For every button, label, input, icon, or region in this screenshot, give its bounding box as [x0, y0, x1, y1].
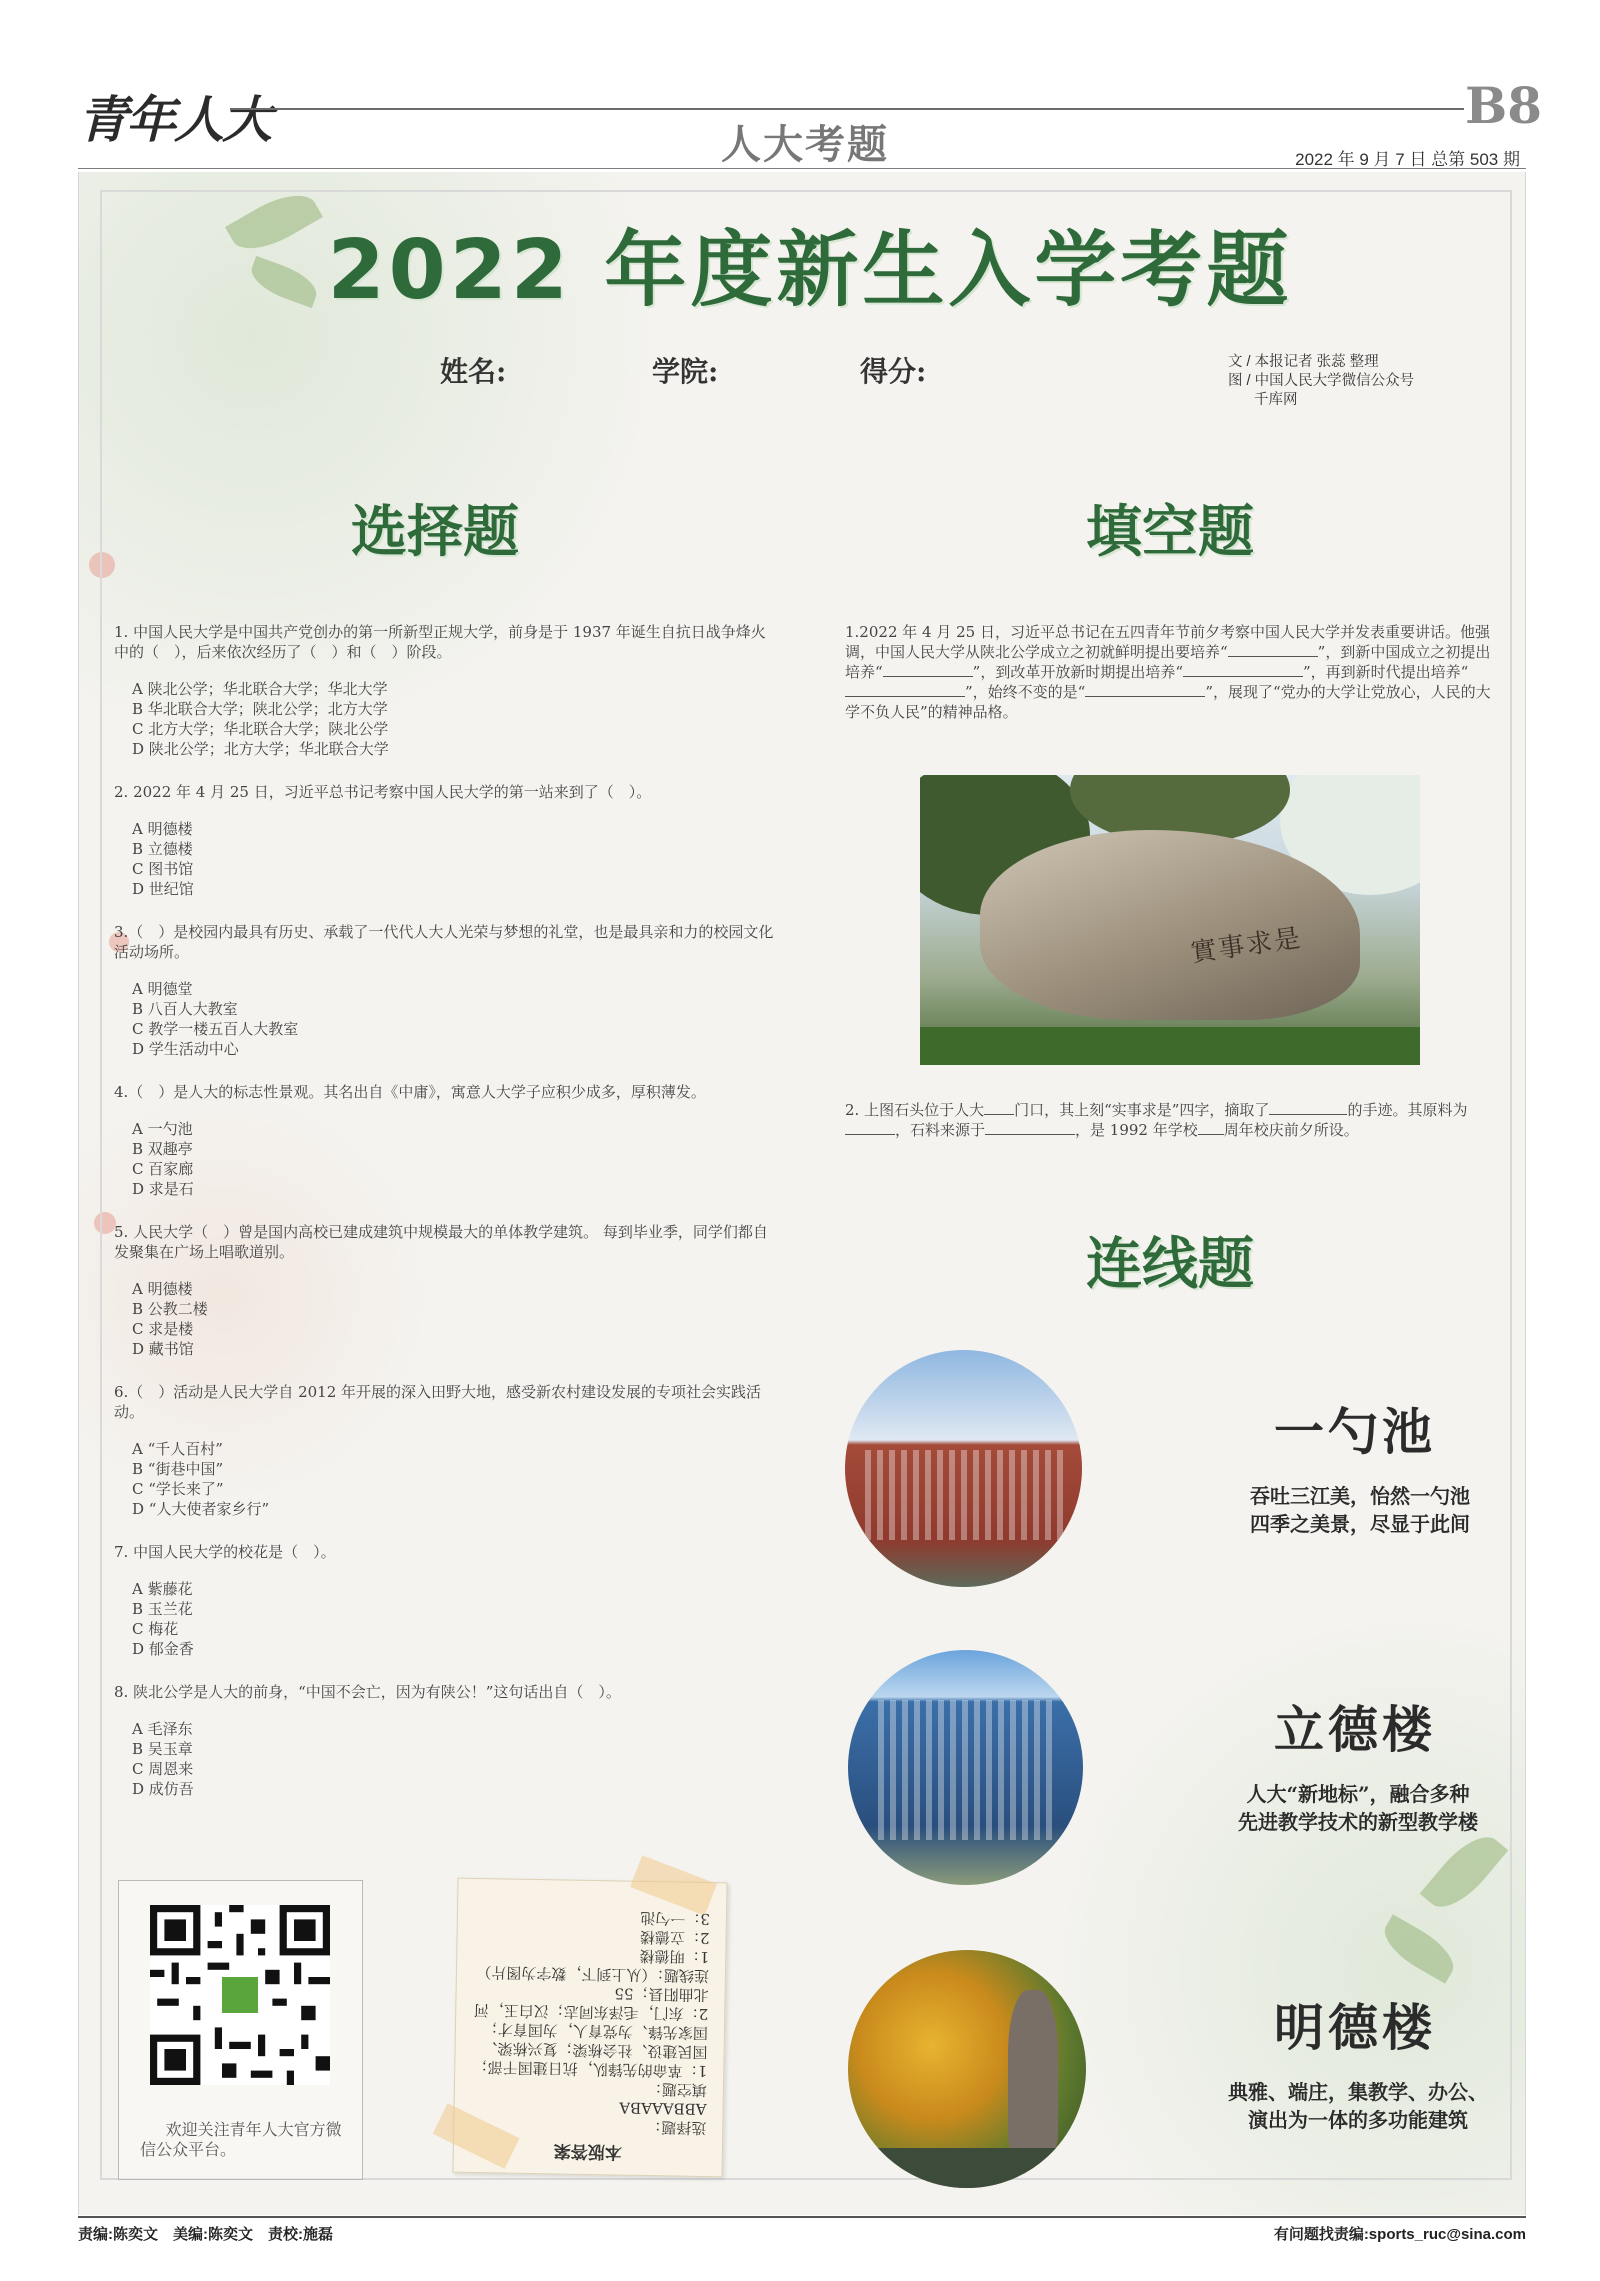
question-stem: 1. 中国人民大学是中国共产党创办的第一所新型正规大学，前身是于 1937 年诞生自抗日战争烽火中的（ ），后来依次经历了（ ）和（ ）阶段。	[114, 623, 766, 661]
option: C 教学一楼五百人大教室	[132, 1020, 299, 1038]
option: D 学生活动中心	[132, 1040, 239, 1058]
question-stem: 2. 2022 年 4 月 25 日，习近平总书记考察中国人民大学的第一站来到了（ ）。	[114, 783, 652, 801]
answer-blank[interactable]	[1183, 663, 1303, 677]
name-field-label: 姓名:	[440, 355, 507, 388]
option: D “人大使者家乡行”	[132, 1500, 270, 1518]
credits	[1228, 353, 1414, 410]
option: A 毛泽东	[132, 1720, 193, 1738]
spot-desc-1	[1210, 1482, 1510, 1538]
question-stem: 6.（ ）活动是人民大学自 2012 年开展的深入田野大地，感受新农村建设发展的专项社会实践活动。	[114, 1383, 762, 1421]
credit-line: 图 / 中国人民大学微信公众号	[1228, 373, 1415, 389]
option: A 明德楼	[132, 1280, 193, 1298]
answer-line: 2：立德楼	[639, 1927, 710, 1948]
option: B 立德楼	[132, 840, 193, 858]
spot-desc-line: 四季之美景，尽显于此间	[1250, 1512, 1470, 1536]
header-divider	[78, 168, 1526, 169]
option: D 成仿吾	[132, 1780, 194, 1798]
answer-blank[interactable]	[985, 1121, 1075, 1135]
choice-question-7	[114, 1542, 774, 1659]
option: D 世纪馆	[132, 880, 194, 898]
option: D 藏书馆	[132, 1340, 194, 1358]
fill-text: 2. 上图石头位于人大	[845, 1101, 985, 1119]
option: B 吴玉章	[132, 1740, 193, 1758]
choice-question-1	[114, 622, 774, 759]
spot-desc-line: 人大“新地标”，融合多种	[1246, 1782, 1470, 1806]
qr-code-icon[interactable]	[150, 1905, 330, 2085]
issue-date: 2022 年 9 月 7 日 总第 503 期	[1295, 150, 1520, 169]
option: D 陕北公学；北方大学；华北联合大学	[132, 740, 389, 758]
option: A 明德堂	[132, 980, 193, 998]
college-field-label: 学院:	[652, 355, 719, 388]
option: A 紫藤花	[132, 1580, 193, 1598]
answer-line: 国家先锋、为党育人，为国育才；	[482, 2020, 709, 2043]
score-field-label: 得分:	[860, 355, 927, 388]
option: B 八百人大教室	[132, 1000, 238, 1018]
fill-text: ，是 1992 年学校	[1075, 1121, 1198, 1139]
campus-photo-2	[848, 1650, 1083, 1885]
campus-photo-1	[845, 1350, 1082, 1587]
option: B 公教二楼	[132, 1300, 208, 1318]
answer-line: 1：明德楼	[639, 1946, 710, 1967]
newspaper-logo: 青年人大	[78, 90, 270, 149]
answer-line: 北曲阳县；55	[614, 1984, 709, 2005]
spot-desc-line: 演出为一体的多功能建筑	[1248, 2108, 1468, 2132]
footer-contact: 有问题找责编:sports_ruc@sina.com	[1273, 2226, 1526, 2243]
option: A 陕北公学；华北联合大学；华北大学	[132, 680, 388, 698]
rock-engraving: 實事求是	[1188, 923, 1304, 969]
option: D 郁金香	[132, 1640, 194, 1658]
option: C 周恩来	[132, 1760, 194, 1778]
answer-blank[interactable]	[1269, 1101, 1347, 1115]
choice-question-8	[114, 1682, 774, 1799]
fill-text: ”，到新中国成立之初提出培养“	[845, 643, 1491, 681]
spot-desc-line: 典雅、端庄，集教学、办公、	[1228, 2080, 1488, 2104]
shishiqiushi-rock-photo	[920, 775, 1420, 1065]
fill-text: ”，始终不变的是“	[965, 683, 1086, 701]
answer-line: 2：东门，毛泽东同志；汉白玉，河	[473, 2000, 709, 2024]
option: C 求是楼	[132, 1320, 194, 1338]
fill-text: 周年校庆前夕所设。	[1223, 1121, 1359, 1139]
option: B 双趣亭	[132, 1140, 193, 1158]
choice-question-2	[114, 782, 774, 899]
qr-caption: 欢迎关注青年人大官方微信公众平台。	[140, 2120, 342, 2159]
heading-fill: 填空题	[1086, 500, 1254, 565]
credit-line: 文 / 本报记者 张蕊 整理	[1228, 354, 1379, 370]
fill-text: 门口，其上刻“实事求是”四字，摘取了	[1014, 1101, 1270, 1119]
heading-choice: 选择题	[351, 500, 519, 565]
spot-name-2: 立德楼	[1274, 1700, 1436, 1759]
spot-desc-2	[1198, 1780, 1518, 1836]
answer-blank[interactable]	[1228, 643, 1318, 657]
fill-text: 1.2022 年 4 月 25 日，习近平总书记在五四青年节前夕考察中国人民大学并发表重要讲话。他强调，中国人民大学从陕北公学成立之初就鲜明提出要培养“	[845, 623, 1490, 661]
fill-text: ，石料来源于	[895, 1121, 986, 1139]
answer-blank[interactable]	[845, 683, 965, 697]
option: B “街巷中国”	[132, 1460, 224, 1478]
option: C 百家廊	[132, 1160, 194, 1178]
answer-line: 填空题：	[646, 2080, 708, 2100]
answer-title: 本版答案	[553, 2140, 623, 2162]
footer-rule	[78, 2216, 1526, 2218]
choice-question-5	[114, 1222, 774, 1359]
masthead-rule	[230, 108, 1464, 110]
option: C 梅花	[132, 1620, 179, 1638]
option: D 求是石	[132, 1180, 194, 1198]
fill-text: ”，再到新时代提出培养“	[1303, 663, 1469, 681]
fill-text: ”，展现了“党办的大学让党放心，人民的大学不负人民”的精神品格。	[845, 683, 1491, 721]
spot-name-1: 一勺池	[1274, 1402, 1436, 1461]
answer-card	[452, 1878, 727, 2178]
fill-question-1	[845, 622, 1505, 722]
heading-match: 连线题	[1086, 1232, 1254, 1297]
answer-line: 1：革命的先锋队，抗日建国干部；	[472, 2057, 708, 2081]
choice-question-4	[114, 1082, 774, 1199]
choice-question-3	[114, 922, 774, 1059]
answer-line: 国民建设、社会栋梁；复兴栋梁、	[482, 2039, 708, 2062]
answer-blank[interactable]	[845, 1121, 895, 1135]
fill-text: ”，到改革开放新时期提出培养“	[972, 663, 1184, 681]
answer-line: 3：一勺池	[640, 1908, 711, 1929]
exam-title: 2022 年度新生入学考题	[327, 223, 1293, 318]
spot-desc-line: 先进教学技术的新型教学楼	[1238, 1810, 1478, 1834]
option: A “千人百村”	[132, 1440, 223, 1458]
answer-line: 选择题：	[646, 2117, 707, 2138]
campus-photo-3	[848, 1950, 1086, 2188]
footer-editors: 责编:陈奕文 美编:陈奕文 责校:施磊	[78, 2226, 333, 2243]
question-stem: 5. 人民大学（ ）曾是国内高校已建成建筑中规模最大的单体教学建筑。 每到毕业季，同学们都自发聚集在广场上唱歌道别。	[114, 1223, 768, 1261]
question-stem: 7. 中国人民大学的校花是（ ）。	[114, 1543, 336, 1561]
spot-name-3: 明德楼	[1274, 1998, 1436, 2057]
answer-blank[interactable]	[883, 663, 973, 677]
answer-line: 连线题：（从上到下，数字为图片）	[476, 1963, 710, 1986]
fill-question-2	[845, 1100, 1505, 1140]
answer-line: ABBAAABA	[619, 2098, 707, 2119]
option: A 明德楼	[132, 820, 193, 838]
section-title: 人大考题	[721, 122, 889, 168]
answer-blank[interactable]	[1198, 1121, 1224, 1135]
answer-blank[interactable]	[984, 1101, 1014, 1115]
credit-line: 千库网	[1254, 392, 1298, 408]
option: C 北方大学；华北联合大学；陕北公学	[132, 720, 389, 738]
answer-blank[interactable]	[1085, 683, 1205, 697]
question-stem: 4.（ ）是人大的标志性景观。其名出自《中庸》，寓意人大学子应积少成多，厚积薄发。	[114, 1083, 706, 1101]
option: A 一勺池	[132, 1120, 193, 1138]
question-stem: 8. 陕北公学是人大的前身，“中国不会亡，因为有陕公！”这句话出自（ ）。	[114, 1683, 621, 1701]
fill-text: 的手迹。其原料为	[1347, 1101, 1468, 1119]
option: B 玉兰花	[132, 1600, 193, 1618]
spot-desc-line: 吞吐三江美，怡然一勺池	[1250, 1484, 1470, 1508]
option: C “学长来了”	[132, 1480, 224, 1498]
page-number: B8	[1465, 76, 1543, 135]
choice-question-6	[114, 1382, 774, 1519]
question-stem: 3.（ ）是校园内最具有历史、承载了一代代人大人光荣与梦想的礼堂，也是最具亲和力的校园文化活动场所。	[114, 923, 774, 961]
option: B 华北联合大学；陕北公学；北方大学	[132, 700, 388, 718]
spot-desc-3	[1198, 2078, 1518, 2134]
option: C 图书馆	[132, 860, 194, 878]
